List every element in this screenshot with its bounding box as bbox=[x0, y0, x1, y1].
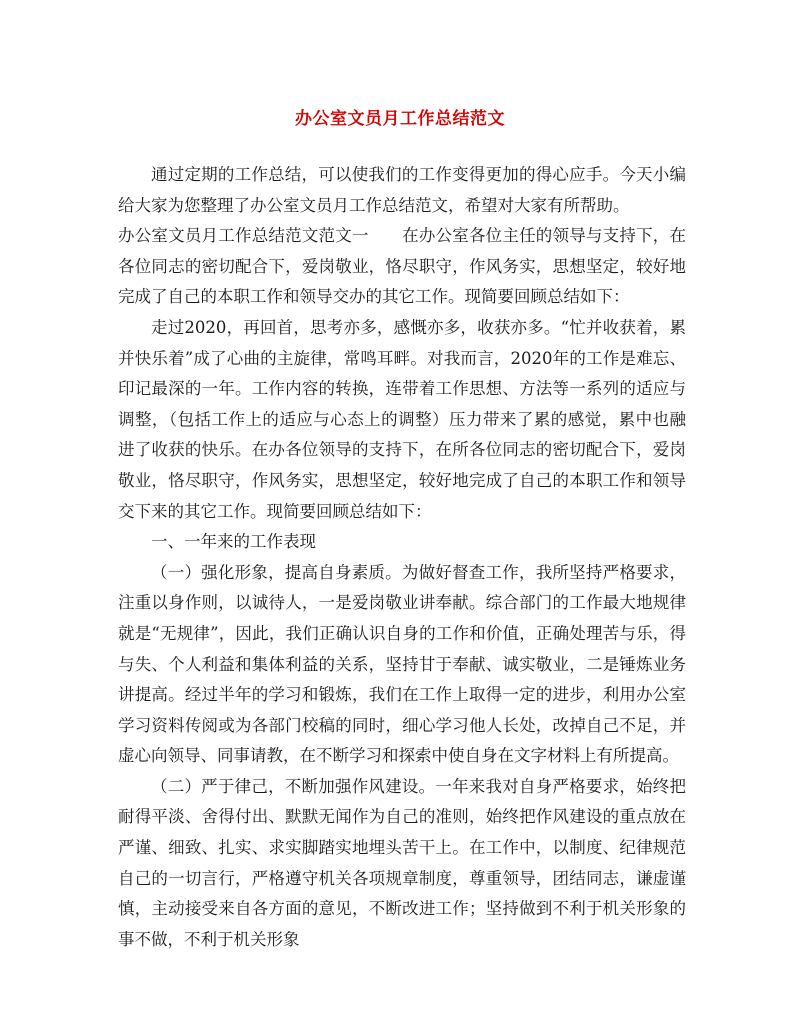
paragraph-sample-one: 办公室文员月工作总结范文范文一 在办公室各位主任的领导与支持下，在各位同志的密切配合下，爱岗敬业，恪尽职守，作风务实，思想坚定，较好地完成了自己的本职工作和领导交办的其它工作。现简要回顾总结如下： bbox=[118, 226, 686, 307]
document-title: 办公室文员月工作总结范文 bbox=[295, 109, 505, 129]
paragraph-self-discipline: （二）严于律己，不断加强作风建设。一年来我对自身严格要求，始终把耐得平淡、舍得付出、默默无闻作为自己的准则，始终把作风建设的重点放在严谨、细致、扎实、求实脚踏实地埋头苦干上。在工作中，以制度、纪律规范自己的一切言行，严格遵守机关各项规章制度，尊重领导，团结同志，谦虚谨慎，主动接受来自各方面的意见，不断改进工作；坚持做到不利于机关形象的事不做，不利于机关形象 bbox=[118, 776, 686, 949]
paragraph-review: 走过2020，再回首，思考亦多，感慨亦多，收获亦多。“忙并收获着，累并快乐着”成了心曲的主旋律，常鸣耳畔。对我而言，2020年的工作是难忘、印记最深的一年。工作内容的转换，连带着工作思想、方法等一系列的适应与调整，（包括工作上的适应与心态上的调整）压力带来了累的感觉，累中也融进了收获的快乐。在办各位领导的支持下，在所各位同志的密切配合下，爱岗敬业，恪尽职守，作风务实，思想坚定，较好地完成了自己的本职工作和领导交下来的其它工作。现简要回顾总结如下： bbox=[118, 317, 686, 521]
paragraph-intro: 通过定期的工作总结，可以使我们的工作变得更加的得心应手。今天小编给大家为您整理了办公室文员月工作总结范文，希望对大家有所帮助。 bbox=[118, 165, 686, 215]
section-heading-performance: 一、一年来的工作表现 bbox=[151, 532, 316, 552]
document-body bbox=[118, 160, 686, 955]
paragraph-image-quality: （一）强化形象，提高自身素质。为做好督查工作，我所坚持严格要求，注重以身作则，以诚待人，一是爱岗敬业讲奉献。综合部门的工作最大地规律就是“无规律”，因此，我们正确认识自身的工作和价值，正确处理苦与乐，得与失、个人利益和集体利益的关系，坚持甘于奉献、诚实敬业，二是锤炼业务讲提高。经过半年的学习和锻炼，我们在工作上取得一定的进步，利用办公室学习资料传阅或为各部门校稿的同时，细心学习他人长处，改掉自己不足，并虚心向领导、同事请教，在不断学习和探索中使自身在文字材料上有所提高。 bbox=[118, 562, 686, 766]
